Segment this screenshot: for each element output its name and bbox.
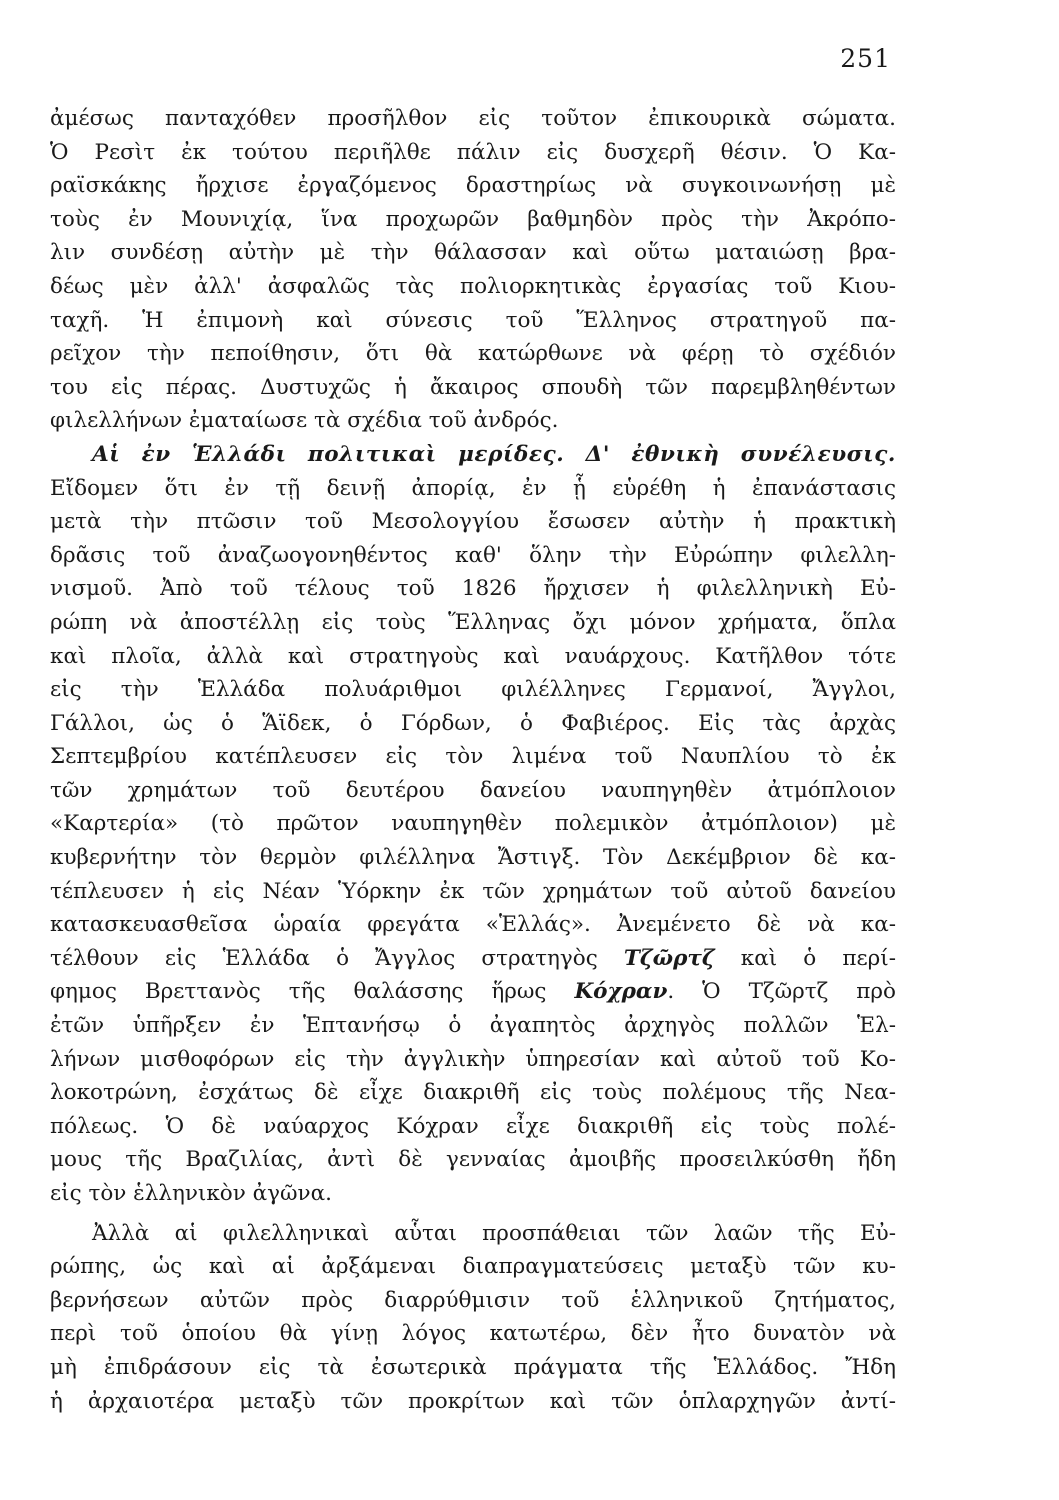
text-segment: φημος Βρεττανὸς τῆς θαλάσσης ἥρως xyxy=(50,979,547,1005)
paragraph-3 xyxy=(50,1217,896,1419)
text-line: μους τῆς Βραζιλίας, ἀντὶ δὲ γενναίας ἀμοιβῆς προσειλκύσθη ἤδη xyxy=(50,1147,896,1173)
page-number: 251 xyxy=(840,44,891,73)
text-line: Ἀλλὰ αἱ φιλελληνικαὶ αὗται προσπάθειαι τῶν λαῶν τῆς Εὐ- xyxy=(92,1220,896,1246)
text-segment: . Ὁ Τζῶρτζ πρὸ xyxy=(667,979,896,1005)
text-line-with-name xyxy=(50,942,896,976)
text-line: μὴ ἐπιδράσουν εἰς τὰ ἐσωτερικὰ πράγματα τῆς Ἑλλάδος. Ἤδη xyxy=(50,1354,896,1380)
text-line: κυβερνήτην τὸν θερμὸν φιλέλληνα Ἄστιγξ. Τὸν Δεκέμβριον δὲ κα- xyxy=(50,845,896,871)
text-line: Εἴδομεν ὅτι ἐν τῇ δεινῇ ἀπορίᾳ, ἐν ᾗ εὑρέθη ἡ ἐπανάστασις xyxy=(50,475,896,501)
text-line: πόλεως. Ὁ δὲ ναύαρχος Κόχραν εἶχε διακριθῆ εἰς τοὺς πολέ- xyxy=(50,1113,896,1139)
text-line: ἡ ἀρχαιοτέρα μεταξὺ τῶν προκρίτων καὶ τῶν ὁπλαρχηγῶν ἀντί- xyxy=(50,1388,896,1414)
text-line: εἰς τὸν ἑλληνικὸν ἀγῶνα. xyxy=(50,1181,332,1206)
text-line: τοὺς ἐν Μουνιχίᾳ, ἵνα προχωρῶν βαθμηδὸν πρὸς τὴν Ἀκρόπο- xyxy=(50,206,896,232)
text-line: ρώπη νὰ ἀποστέλλῃ εἰς τοὺς Ἕλληνας ὄχι μόνον χρήματα, ὅπλα xyxy=(50,609,896,635)
text-line: δέως μὲν ἀλλ' ἀσφαλῶς τὰς πολιορκητικὰς ἐργασίας τοῦ Κιου- xyxy=(50,273,896,299)
section-heading: Αἱ ἐν Ἑλλάδι πολιτικαὶ μερίδες. Δ' ἐθνικὴ συνέλευσις. xyxy=(92,441,896,467)
text-line: εἰς τὴν Ἑλλάδα πολυάριθμοι φιλέλληνες Γερμανοί, Ἄγγλοι, xyxy=(50,677,896,703)
text-line: λιν συνδέσῃ αὐτὴν μὲ τὴν θάλασσαν καὶ οὕτω ματαιώσῃ βρα- xyxy=(50,240,896,266)
text-line: καὶ πλοῖα, ἀλλὰ καὶ στρατηγοὺς καὶ ναυάρχους. Κατῆλθον τότε xyxy=(50,643,896,669)
text-line: του εἰς πέρας. Δυστυχῶς ἡ ἄκαιρος σπουδὴ τῶν παρεμβληθέντων xyxy=(50,374,896,400)
text-line: ταχῆ. Ἡ ἐπιμονὴ καὶ σύνεσις τοῦ Ἕλληνος στρατηγοῦ πα- xyxy=(50,307,896,333)
text-line: φιλελλήνων ἐματαίωσε τὰ σχέδια τοῦ ἀνδρός. xyxy=(50,408,559,434)
text-line: λήνων μισθοφόρων εἰς τὴν ἀγγλικὴν ὑπηρεσίαν καὶ αὐτοῦ τοῦ Κο- xyxy=(50,1046,896,1072)
text-line: περὶ τοῦ ὁποίου θὰ γίνῃ λόγος κατωτέρω, δὲν ἦτο δυνατὸν νὰ xyxy=(50,1321,896,1347)
text-segment: τέλθουν εἰς Ἑλλάδα ὁ Ἄγγλος στρατηγὸς xyxy=(50,945,598,971)
text-line: νισμοῦ. Ἀπὸ τοῦ τέλους τοῦ 1826 ἤρχισεν ἡ φιλελληνικὴ Εὐ- xyxy=(50,576,896,602)
text-line: ραϊσκάκης ἤρχισε ἐργαζόμενος δραστηρίως νὰ συγκοινωνήσῃ μὲ xyxy=(50,173,896,199)
text-line: «Καρτερία» (τὸ πρῶτον ναυπηγηθὲν πολεμικὸν ἀτμόπλοιον) μὲ xyxy=(50,811,896,837)
text-line: ἀμέσως πανταχόθεν προσῆλθον εἰς τοῦτον ἐπικουρικὰ σώματα. xyxy=(50,106,896,131)
text-line: τέπλευσεν ἡ εἰς Νέαν Ὑόρκην ἐκ τῶν χρημάτων τοῦ αὐτοῦ δανείου xyxy=(50,878,896,904)
text-line: τῶν χρημάτων τοῦ δευτέρου δανείου ναυπηγηθὲν ἀτμόπλοιον xyxy=(50,777,896,803)
text-line: κατασκευασθεῖσα ὡραία φρεγάτα «Ἑλλάς». Ἀνεμένετο δὲ νὰ κα- xyxy=(50,912,896,938)
text-line: βερνήσεων αὐτῶν πρὸς διαρρύθμισιν τοῦ ἑλληνικοῦ ζητήματος, xyxy=(50,1287,896,1313)
text-line: Σεπτεμβρίου κατέπλευσεν εἰς τὸν λιμένα τοῦ Ναυπλίου τὸ ἐκ xyxy=(50,744,896,770)
text-line: λοκοτρώνη, ἐσχάτως δὲ εἶχε διακριθῆ εἰς τοὺς πολέμους τῆς Νεα- xyxy=(50,1080,896,1106)
emphasized-name: Κόχραν xyxy=(574,979,668,1005)
text-line: ρώπης, ὡς καὶ αἱ ἀρξάμεναι διαπραγματεύσεις μεταξὺ τῶν κυ- xyxy=(50,1254,896,1280)
text-line: Ὁ Ρεσὶτ ἐκ τούτου περιῆλθε πάλιν εἰς δυσχερῆ θέσιν. Ὁ Κα- xyxy=(50,139,896,165)
text-line: μετὰ τὴν πτῶσιν τοῦ Μεσολογγίου ἔσωσεν αὐτὴν ἡ πρακτικὴ xyxy=(50,509,896,535)
paragraph-1 xyxy=(50,102,896,438)
text-segment: καὶ ὁ περί- xyxy=(740,945,896,971)
text-line: ρεῖχον τὴν πεποίθησιν, ὅτι θὰ κατώρθωνε νὰ φέρῃ τὸ σχέδιόν xyxy=(50,341,896,367)
text-line: Γάλλοι, ὡς ὁ Ἅϊδεκ, ὁ Γόρδων, ὁ Φαβιέρος. Εἰς τὰς ἀρχὰς xyxy=(50,710,896,736)
paragraph-2 xyxy=(50,472,896,1211)
text-line: ἐτῶν ὑπῆρξεν ἐν Ἑπτανήσῳ ὁ ἀγαπητὸς ἀρχηγὸς πολλῶν Ἑλ- xyxy=(50,1013,896,1039)
text-line-with-name xyxy=(50,975,896,1009)
emphasized-name: Τζῶρτζ xyxy=(623,945,715,971)
body-text xyxy=(50,102,896,1418)
text-line: δρᾶσις τοῦ ἀναζωογονηθέντος καθ' ὅλην τὴν Εὐρώπην φιλελλη- xyxy=(50,542,896,568)
